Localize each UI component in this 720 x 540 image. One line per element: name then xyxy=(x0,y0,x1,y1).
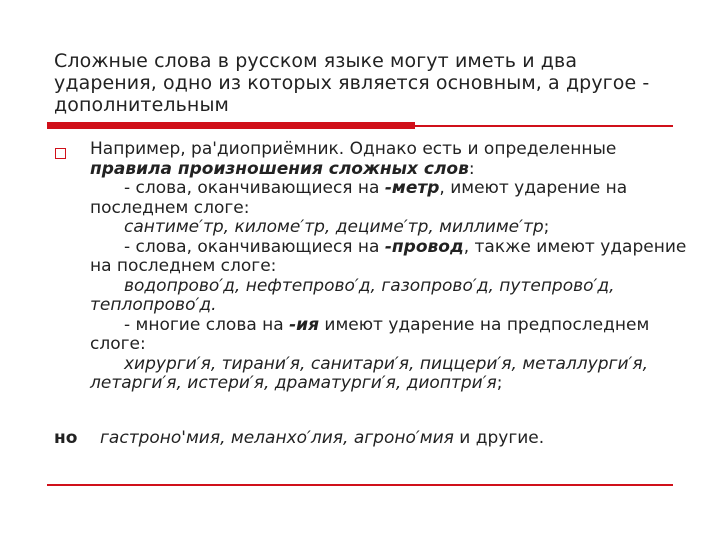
rule-3-examples-end: ; xyxy=(496,373,503,393)
rule-2-prefix: - слова, оканчивающиеся на xyxy=(124,236,385,257)
rule-2-examples: водопрово′д, нефтепрово′д, газопрово′д, путепрово′д, теплопрово′д. xyxy=(90,275,615,315)
rule-1-suffix: -метр xyxy=(384,178,440,198)
title-underline xyxy=(47,122,673,130)
rule-3 xyxy=(90,316,690,355)
rule-1-examples-line xyxy=(90,218,690,238)
rule-3-suffix: -ия xyxy=(289,314,320,335)
hollow-square-icon xyxy=(55,148,66,159)
rules-phrase: правила произношения сложных слов xyxy=(90,158,469,179)
rule-3-rest: имеют ударение на предпоследнем слоге: xyxy=(90,314,650,354)
slide-body xyxy=(90,140,690,394)
slide-title: Сложные слова в русском языке могут иметь и два ударения, одно из которых является основным, а другое - дополнительным xyxy=(54,50,650,116)
rule-1-rest: , имеют ударение на последнем слоге: xyxy=(90,178,628,218)
rule-1-prefix: - слова, оканчивающиеся на xyxy=(124,178,385,198)
exceptions-end: и другие. xyxy=(453,428,545,448)
rule-1 xyxy=(90,179,690,218)
rule-2 xyxy=(90,238,690,277)
intro-text: Например, ра'диоприёмник. Однако есть и определенные xyxy=(90,139,617,159)
exceptions-line xyxy=(100,429,544,449)
rule-3-examples-line xyxy=(90,355,690,394)
rule-3-prefix: - многие слова на xyxy=(124,314,290,335)
rule-1-examples: сантиме′тр, киломе′тр, дециме′тр, миллиме′тр xyxy=(124,217,544,237)
exceptions: гастроно'мия, меланхо′лия, агроно′мия xyxy=(100,428,454,448)
intro-paragraph xyxy=(90,140,690,179)
rules-colon: : xyxy=(468,158,475,179)
rule-3-examples: хирурги′я, тирани′я, санитари′я, пиццери′я, металлурги′я, летарги′я, истери′я, драматурги′я, диоптри′я xyxy=(90,353,648,393)
title-underline-thin xyxy=(415,125,673,127)
rule-2-rest: , также имеют ударение на последнем слоге: xyxy=(90,236,687,276)
rule-2-suffix: -провод xyxy=(384,236,464,257)
rule-2-examples-line xyxy=(90,277,690,316)
title-underline-thick xyxy=(47,122,415,129)
rule-1-examples-end: ; xyxy=(543,217,550,237)
but-label: но xyxy=(54,428,78,448)
bottom-divider xyxy=(47,484,673,486)
